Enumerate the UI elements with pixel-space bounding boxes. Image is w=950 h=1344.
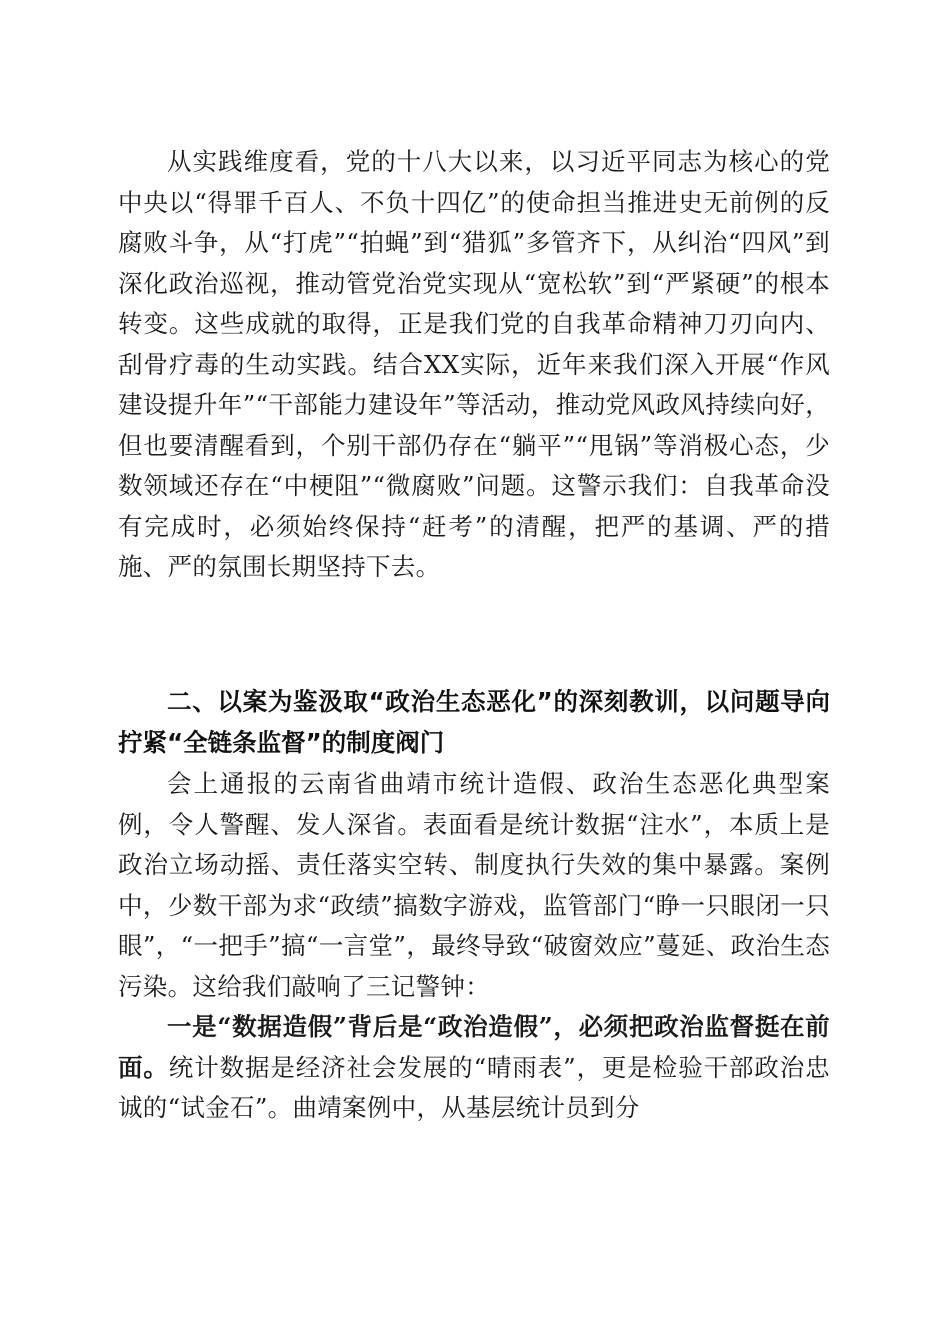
- section-heading-two: 二、以案为鉴汲取“政治生态恶化”的深刻教训，以问题导向拧紧“全链条监督”的制度阀门: [118, 687, 830, 757]
- paragraph-text: [118, 1007, 830, 1129]
- body-paragraph-case: [118, 764, 830, 1007]
- body-paragraph-point-one: [118, 1007, 830, 1129]
- point-one-body: 统计数据是经济社会发展的“晴雨表”，更是检验干部政治忠诚的“试金石”。曲靖案例中，从基层统计员到分: [118, 1052, 830, 1122]
- paragraph-text: 会上通报的云南省曲靖市统计造假、政治生态恶化典型案例，令人警醒、发人深省。表面看是统计数据“注水”，本质上是政治立场动摇、责任落实空转、制度执行失效的集中暴露。案例中，少数干部为求“政绩”搞数字游戏，监管部门“睁一只眼闭一只眼”，“一把手”搞“一言堂”，最终导致“破窗效应”蔓延、政治生态污染。这给我们敲响了三记警钟：: [118, 769, 830, 1001]
- body-paragraph-practice: [118, 142, 830, 588]
- point-one-lead: 一是“数据造假”背后是“政治造假”，必须把政治监督挺在前面。: [118, 1012, 830, 1082]
- paragraph-text: 从实践维度看，党的十八大以来，以习近平同志为核心的党中央以“得罪千百人、不负十四亿”的使命担当推进史无前例的反腐败斗争，从“打虎”“拍蝇”到“猎狐”多管齐下，从纠治“四风”到深化政治巡视，推动管党治党实现从“宽松软”到“严紧硬”的根本转变。这些成就的取得，正是我们党的自我革命精神刀刃向内、刮骨疗毒的生动实践。结合XX实际，近年来我们深入开展“作风建设提升年”“干部能力建设年”等活动，推动党风政风持续向好，但也要清醒看到，个别干部仍存在“躺平”“甩锅”等消极心态，少数领域还存在“中梗阻”“微腐败”问题。这警示我们：自我革命没有完成时，必须始终保持“赶考”的清醒，把严的基调、严的措施、严的氛围长期坚持下去。: [118, 147, 830, 581]
